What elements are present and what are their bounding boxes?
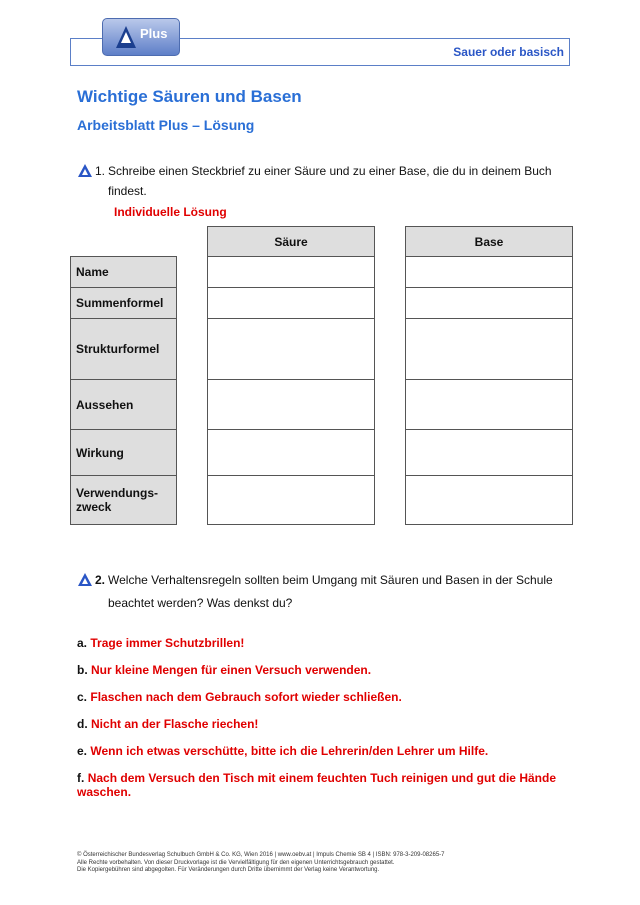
answer-letter: b. [77,663,88,677]
answer-text: Nicht an der Flasche riechen! [91,717,259,731]
footer-line1: © Österreichischer Bundesverlag Schulbuch GmbH & Co. KG, Wien 2016 | www.oebv.at | Impuls Chemie SB 4 | ISBN: 978-3-209-08265-7 [77,852,445,858]
answer-text-continued: waschen. [77,785,132,799]
row-label-strukturformel: Strukturformel [70,318,177,380]
cell-base-name [405,256,573,288]
answer-text: Flaschen nach dem Gebrauch sofort wieder schließen. [90,690,402,704]
footer [77,852,445,875]
cell-saeure-verwendungszweck [207,475,375,525]
answer-text: Nur kleine Mengen für einen Versuch verwenden. [91,663,372,677]
row-label-verwendungszweck: Verwendungs- zweck [70,475,177,525]
row-label-name: Name [70,256,177,288]
task1-number: 1. [95,164,106,178]
answer-text: Trage immer Schutzbrillen! [90,636,245,650]
answer-c [77,690,402,704]
cell-saeure-strukturformel [207,318,375,380]
task1-solution: Individuelle Lösung [114,205,227,219]
row-label-wirkung: Wirkung [70,429,177,476]
answer-letter: a. [77,636,88,650]
answer-b [77,663,371,677]
answer-text: Nach dem Versuch den Tisch mit einem feuchten Tuch reinigen und gut die Hände [87,771,556,785]
task2-number: 2. [95,573,106,587]
column-header-base: Base [405,226,573,257]
footer-line3: Die Kopiergebühren sind abgegolten. Für Veränderungen durch Dritte übernimmt der Verlag keine Verantwortung. [77,867,380,873]
cell-base-strukturformel [405,318,573,380]
answer-text: Wenn ich etwas verschütte, bitte ich die Lehrerin/den Lehrer um Hilfe. [90,744,489,758]
row-label-aussehen: Aussehen [70,379,177,430]
task1-text-line1: Schreibe einen Steckbrief zu einer Säure und zu einer Base, die du in deinem Buch [108,164,552,178]
cell-base-wirkung [405,429,573,476]
answer-f [77,771,556,785]
footer-line2: Alle Rechte vorbehalten. Von dieser Druckvorlage ist die Vervielfältigung für den eigenen Unterrichtsgebrauch gestattet. [77,859,395,866]
row-label-summenformel: Summenformel [70,287,177,319]
triangle-logo-icon [114,24,138,50]
answer-a [77,636,244,650]
cell-base-aussehen [405,379,573,430]
task2-text-line2: beachtet werden? Was denkst du? [108,596,293,610]
cell-saeure-wirkung [207,429,375,476]
column-header-saeure: Säure [207,226,375,257]
task-level-icon [78,573,92,586]
cell-base-summenformel [405,287,573,319]
task1-text-line2: findest. [108,184,147,198]
page-title: Wichtige Säuren und Basen [77,87,302,106]
page-subtitle: Arbeitsblatt Plus – Lösung [77,117,255,133]
cell-base-verwendungszweck [405,475,573,525]
cell-saeure-name [207,256,375,288]
answer-f-line2 [77,785,131,799]
task-level-icon [78,164,92,177]
answer-letter: c. [77,690,88,704]
task2-text-line1: Welche Verhaltensregeln sollten beim Umgang mit Säuren und Basen in der Schule [108,573,553,587]
section-label: Sauer oder basisch [453,45,564,59]
answer-e [77,744,488,758]
answer-letter: d. [77,717,88,731]
answer-letter: e. [77,744,88,758]
cell-saeure-aussehen [207,379,375,430]
cell-saeure-summenformel [207,287,375,319]
answer-letter: f. [77,771,85,785]
logo-text: Plus [140,26,168,41]
answer-d [77,717,258,731]
